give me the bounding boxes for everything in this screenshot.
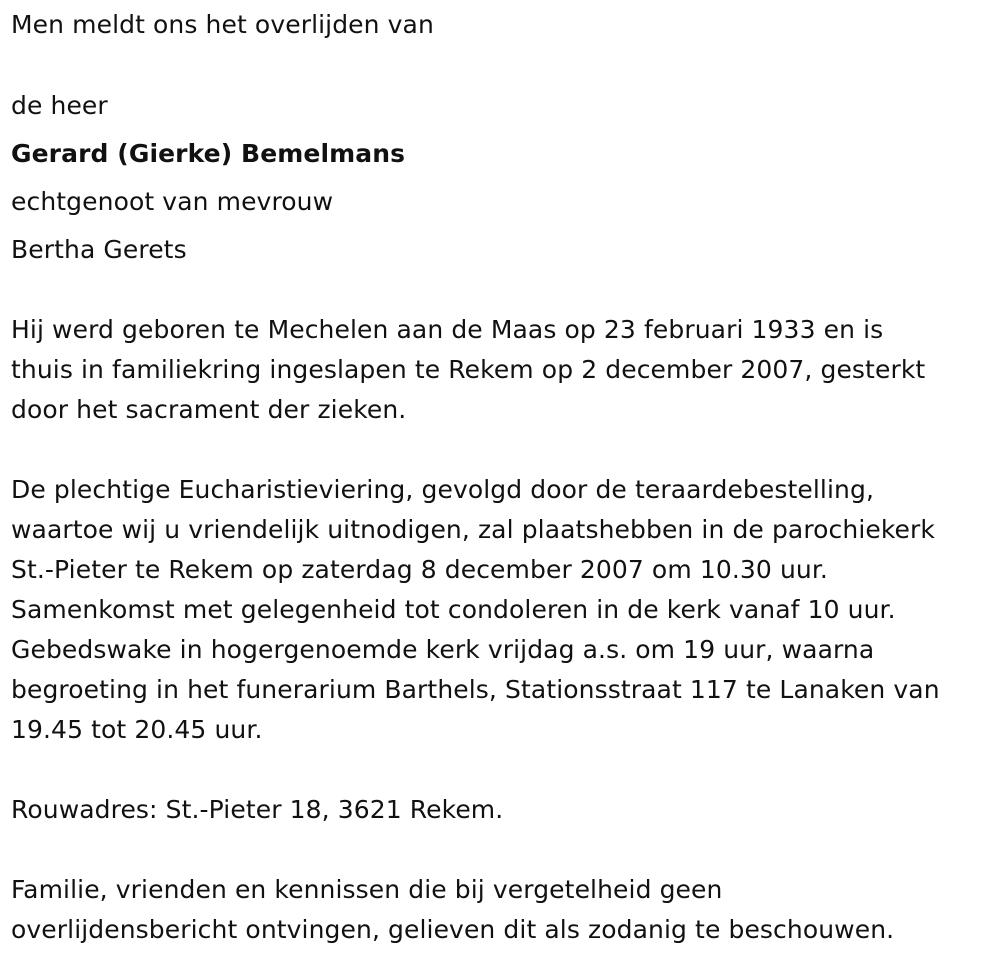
funeral-paragraph-line: St.-Pieter te Rekem op zaterdag 8 december 2007 om 10.30 uur. — [11, 555, 828, 584]
mourning-address: Rouwadres: St.-Pieter 18, 3621 Rekem. — [11, 795, 504, 824]
salutation: de heer — [11, 91, 108, 120]
funeral-paragraph-line: Samenkomst met gelegenheid tot condoleren in de kerk vanaf 10 uur. — [11, 595, 896, 624]
spouse-name: Bertha Gerets — [11, 235, 187, 264]
intro-line: Men meldt ons het overlijden van — [11, 10, 434, 39]
funeral-paragraph-line: Gebedswake in hogergenoemde kerk vrijdag a.s. om 19 uur, waarna — [11, 635, 875, 664]
funeral-paragraph-line: De plechtige Eucharistieviering, gevolgd door de teraardebestelling, — [11, 475, 874, 504]
spouse-label: echtgenoot van mevrouw — [11, 187, 334, 216]
funeral-paragraph-line: begroeting in het funerarium Barthels, Stationsstraat 117 te Lanaken van — [11, 675, 940, 704]
closing-paragraph-line: Familie, vrienden en kennissen die bij vergetelheid geen — [11, 875, 723, 904]
birth-paragraph-line: thuis in familiekring ingeslapen te Rekem op 2 december 2007, gesterkt — [11, 355, 926, 384]
deceased-name: Gerard (Gierke) Bemelmans — [11, 139, 406, 168]
closing-paragraph-line: overlijdensbericht ontvingen, gelieven dit als zodanig te beschouwen. — [11, 915, 895, 944]
funeral-paragraph-line: waartoe wij u vriendelijk uitnodigen, zal plaatshebben in de parochiekerk — [11, 515, 935, 544]
funeral-paragraph-line: 19.45 tot 20.45 uur. — [11, 715, 263, 744]
birth-paragraph-line: door het sacrament der zieken. — [11, 395, 407, 424]
birth-paragraph-line: Hij werd geboren te Mechelen aan de Maas op 23 februari 1933 en is — [11, 315, 884, 344]
